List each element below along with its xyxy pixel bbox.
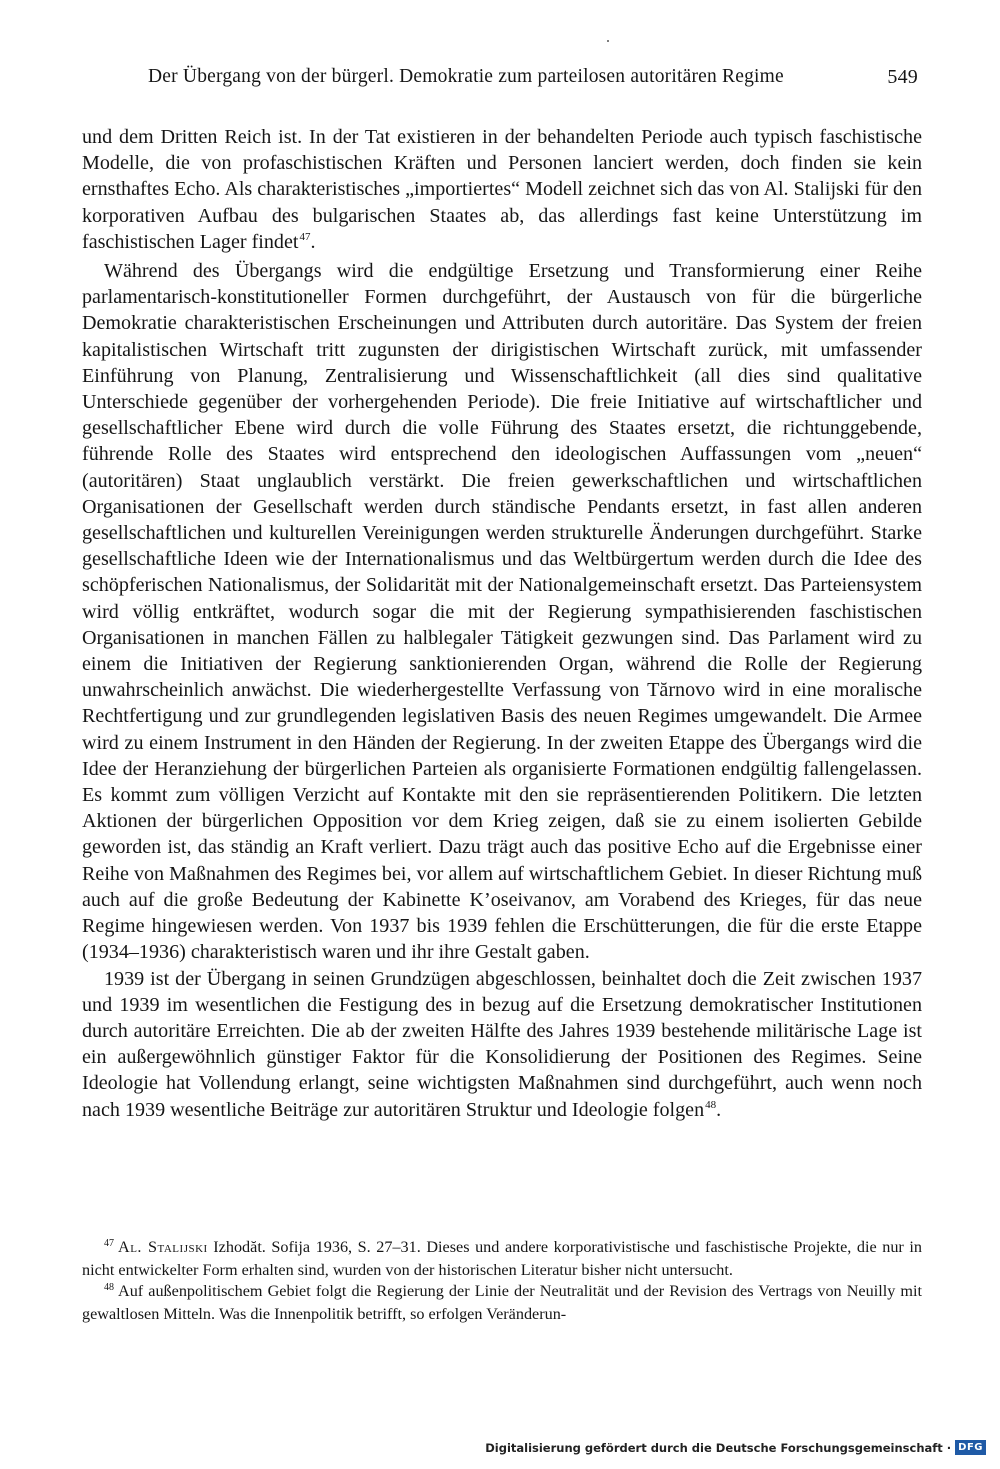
running-head [78, 66, 920, 96]
scan-speck [607, 40, 609, 42]
footnote-author: Al. Stalijski [118, 1238, 208, 1256]
running-title: Der Übergang von der bürgerl. Demokratie zum parteilosen autoritären Regime [148, 66, 784, 87]
paragraph-end-punctuation: . [310, 230, 316, 253]
footnotes [82, 1237, 922, 1325]
page-number: 549 [887, 66, 918, 88]
footnote-text: Izhodăt. Sofija 1936, S. 27–31. Dieses und andere korporativistische und faschistische Projekte, die nur in nicht entwickelter Form erhalten sind, wurden von der historischen Literatur bisher nicht untersucht. [82, 1238, 922, 1280]
footnote-number: 48 [104, 1281, 114, 1293]
footnote-reference: 47 [299, 230, 311, 243]
footnote [82, 1281, 922, 1325]
body-text [82, 124, 922, 1126]
paragraph [82, 124, 922, 258]
paragraph [82, 966, 922, 1126]
paragraph-text: Während des Übergangs wird die endgültige Ersetzung und Transformierung einer Reihe parlamentarisch-konstitutioneller Formen durchgeführt, der Austausch von für die bürgerliche Demokratie charakteristischen Erscheinungen und Attributen durch autoritäre. Das System der freien kapitalistischen Wirtschaft tritt zugunsten der dirigistischen Wirtschaft zurück, mit umfassender Einführung von Planung, Zentralisierung und Wissenschaftlichkeit (all dies sind qualitative Unterschiede gegenüber der vorhergehenden Periode). Die freie Initiative auf wirtschaftlicher und gesellschaftlicher Ebene wird durch die volle Führung des Staates ersetzt, die richtunggebende, führende Rolle des Staates wird entsprechend den ideologischen Auffassungen vom „neuen“ (autoritären) Staat unglaublich verstärkt. Die freien gewerkschaftlichen und wirtschaftlichen Organisationen der Gesellschaft werden durch ständische Pendants ersetzt, in fast allen anderen gesellschaftlichen und kulturellen Vereinigungen werden strukturelle Änderungen durchgeführt. Starke gesellschaftliche Ideen wie der Internationalismus und das Weltbürgertum werden durch die Idee des schöpferischen Nationalismus, der Solidarität mit der Nationalgemeinschaft ersetzt. Das Parteiensystem wird völlig entkräftet, wodurch sogar die mit der Regierung sympathisierenden faschistischen Organisationen in manchen Fällen zu halblegaler Tätigkeit gezwungen sind. Das Parlament wird zu einem die Initiativen der Regierung sanktionierenden Organ, während die Rolle der Regierung unwahrscheinlich anwächst. Die wiederhergestellte Verfassung von Tărnovo wird in eine moralische Rechtfertigung und zur grundlegenden legislativen Basis des neuen Regimes umgewandelt. Die Armee wird zu einem Instrument in den Händen der Regierung. In der zweiten Etappe des Übergangs wird die Idee der Heranziehung der bürgerlichen Parteien als organisierte Formationen endgültig fallengelassen. Es kommt zum völligen Verzicht auf Kontakte mit den sie repräsentierenden Politikern. Die letzten Aktionen der bürgerlichen Opposition vor dem Krieg zeigen, daß sie zu einem isolierten Gebilde geworden ist, das ständig an Kraft verliert. Dazu trägt auch das positive Echo auf die Ergebnisse einer Reihe von Maßnahmen des Regimes bei, vor allem auf wirtschaftlichem Gebiet. In dieser Richtung muß auch auf die große Bedeutung der Kabinette K’oseivanov, am Vorabend des Krieges, für das neue Regime hingewiesen werden. Von 1937 bis 1939 fehlen die Erschütterungen, die für die erste Etappe (1934–1936) charakteristisch waren und ihr ihre Gestalt gaben. [82, 260, 922, 964]
paragraph-text: und dem Dritten Reich ist. In der Tat existieren in der behandelten Periode auch typisch faschistische Modelle, die von profaschistischen Kräften und Personen lanciert werden, doch finden sie kein ernsthaftes Echo. Als charakteristisches „importiertes“ Modell zeichnet sich das von Al. Stalijski für den korporativen Aufbau des bulgarischen Staates ab, das allerdings fast keine Unterstützung im faschistischen Lager findet [82, 126, 922, 253]
footnote-reference: 48 [705, 1098, 717, 1111]
paragraph-text: 1939 ist der Übergang in seinen Grundzügen abgeschlossen, beinhaltet doch die Zeit zwischen 1937 und 1939 im wesentlichen die Festigung des in bezug auf die Ersetzung demokratischer Institutionen durch autoritäre Erreichten. Die ab der zweiten Hälfte des Jahres 1939 bestehende militärische Lage ist ein außergewöhnlich günstiger Faktor für die Konsolidierung der Positionen des Regimes. Seine Ideologie hat Vollendung erlangt, seine wichtigsten Maßnahmen sind durchgeführt, auch wenn noch nach 1939 wesentliche Beiträge zur autoritären Struktur und Ideologie folgen [82, 967, 922, 1121]
digitization-credit-text: Digitalisierung gefördert durch die Deutsche Forschungsgemeinschaft · [485, 1440, 952, 1455]
digitization-credit [485, 1440, 986, 1455]
footnote [82, 1237, 922, 1281]
footnote-text: Auf außenpolitischem Gebiet folgt die Regierung der Linie der Neutralität und der Revision des Vertrags von Neuilly mit gewaltlosen Mitteln. Was die Innenpolitik betrifft, so erfolgen Veränderun- [82, 1281, 922, 1324]
footnote-number: 47 [104, 1238, 114, 1249]
paragraph-end-punctuation: . [716, 1098, 722, 1121]
dfg-logo-icon: DFG [955, 1440, 986, 1455]
paragraph [82, 258, 922, 965]
